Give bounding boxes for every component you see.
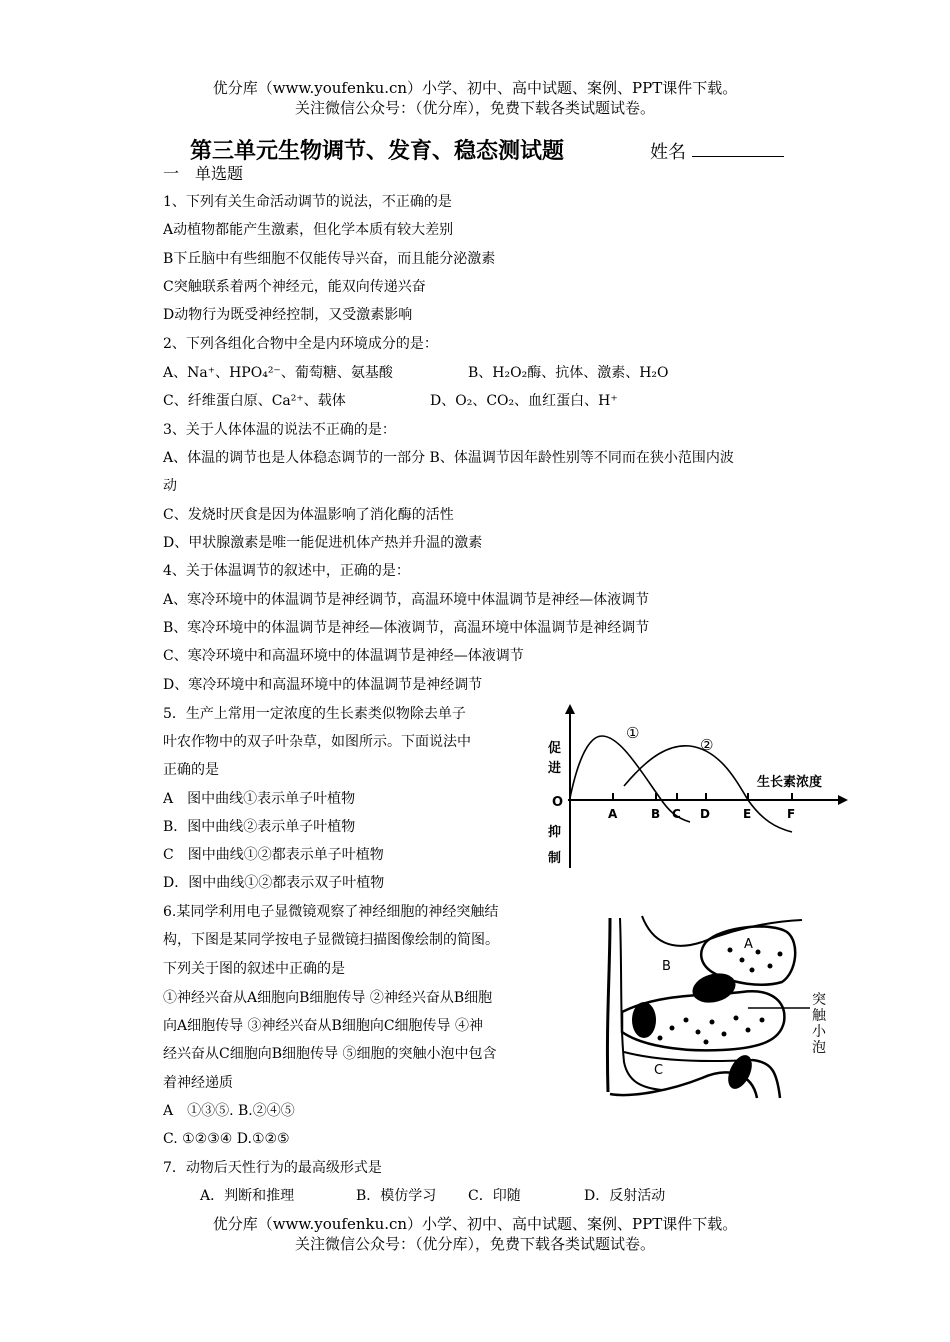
q6-line-5: 向A细胞传导 ③神经兴奋从B细胞向C细胞传导 ④神 xyxy=(163,1018,484,1034)
vesicle xyxy=(684,1018,689,1023)
q5-stem-1: 5．生产上常用一定浓度的生长素类似物除去单子 xyxy=(163,706,466,722)
q1-option-b: B下丘脑中有些细胞不仅能传导兴奋，而且能分泌激素 xyxy=(163,251,496,267)
x-axis-arrow xyxy=(838,795,848,805)
y-axis-arrow xyxy=(565,704,575,714)
vesicle xyxy=(670,1026,675,1031)
origin-label: O xyxy=(552,795,564,810)
point-b-label: B xyxy=(651,807,661,821)
synapse-diagram xyxy=(602,912,842,1102)
q3-option-c: C、发烧时厌食是因为体温影响了消化酶的活性 xyxy=(163,507,454,523)
y-label-inhibit-2: 制 xyxy=(548,851,562,866)
y-label-promote-2: 进 xyxy=(548,761,562,776)
vesicle-a xyxy=(740,958,745,963)
name-blank[interactable] xyxy=(692,156,784,157)
q5-option-b: B．图中曲线②表示单子叶植物 xyxy=(163,819,356,835)
label-cell-b: B xyxy=(662,959,671,974)
mitochondrion-2 xyxy=(689,969,739,1007)
point-c-label: C xyxy=(672,807,681,821)
q6-line-6: 经兴奋从C细胞向B细胞传导 ⑤细胞的突触小泡中包含 xyxy=(163,1046,497,1062)
curve-2-label: ② xyxy=(700,736,714,754)
q3-option-d: D、甲状腺激素是唯一能促进机体产热并升温的激素 xyxy=(163,535,483,551)
vesicle xyxy=(696,1030,701,1035)
cell-b-left-wall xyxy=(607,918,610,1092)
cell-c-top-wall xyxy=(624,1052,752,1061)
q3-option-ab: A、体温的调节也是人体稳态调节的一部分 B、体温调节因年龄性别等不同而在狭小范围内波 xyxy=(163,450,734,466)
q5-option-c: C 图中曲线①②都表示单子叶植物 xyxy=(163,847,384,863)
q7-option-d: D．反射活动 xyxy=(584,1188,666,1204)
q4-option-a: A、寒冷环境中的体温调节是神经调节，高温环境中体温调节是神经—体液调节 xyxy=(163,592,650,608)
auxin-curve-graph xyxy=(540,700,855,875)
header-line-1: 优分库（www.youfenku.cn）小学、初中、高中试题、案例、PPT课件下载。 xyxy=(212,79,738,97)
vesicle xyxy=(722,1032,727,1037)
header-line-2: 关注微信公众号：（优分库），免费下载各类试题试卷。 xyxy=(294,99,655,117)
cell-b-top-wall xyxy=(642,916,802,946)
q2-option-d: D、O₂、CO₂、血红蛋白、H⁺ xyxy=(430,393,618,409)
q3-option-ab-cont: 动 xyxy=(163,478,177,494)
q5-option-d: D．图中曲线①②都表示双子叶植物 xyxy=(163,875,385,891)
q2-option-c: C、纤维蛋白原、Ca²⁺、载体 xyxy=(163,393,346,409)
q5-stem-2: 叶农作物中的双子叶杂草，如图所示。下面说法中 xyxy=(163,734,471,750)
point-f-label: F xyxy=(787,807,796,821)
q4-stem: 4、关于体温调节的叙述中，正确的是： xyxy=(163,563,410,579)
vesicle xyxy=(704,1040,709,1045)
section-heading: 一 单选题 xyxy=(163,164,244,183)
vesicle-a xyxy=(756,950,761,955)
mitochondrion-1 xyxy=(632,1002,656,1038)
q6-line-3: 下列关于图的叙述中正确的是 xyxy=(163,961,345,977)
label-vesicle-4: 泡 xyxy=(812,1040,826,1056)
point-e-label: E xyxy=(743,807,752,821)
q4-option-c: C、寒冷环境中和高温环境中的体温调节是神经—体液调节 xyxy=(163,648,524,664)
q6-line-4: ①神经兴奋从A细胞向B细胞传导 ②神经兴奋从B细胞 xyxy=(163,990,493,1006)
label-cell-a: A xyxy=(744,937,753,952)
label-vesicle-2: 触 xyxy=(812,1008,826,1024)
q1-option-c: C突触联系着两个神经元，能双向传递兴奋 xyxy=(163,279,426,295)
vesicle-a xyxy=(768,964,773,969)
q2-option-b: B、H₂O₂酶、抗体、激素、H₂O xyxy=(468,365,669,381)
q2-stem: 2、下列各组化合物中全是内环境成分的是： xyxy=(163,336,438,352)
vesicle xyxy=(658,1036,663,1041)
q5-stem-3: 正确的是 xyxy=(163,762,219,778)
q3-stem: 3、关于人体体温的说法不正确的是： xyxy=(163,422,396,438)
label-vesicle-1: 突 xyxy=(812,992,826,1008)
x-axis-label: 生长素浓度 xyxy=(757,775,823,790)
footer-line-2: 关注微信公众号：（优分库），免费下载各类试题试卷。 xyxy=(294,1235,655,1253)
vesicle-a xyxy=(750,968,755,973)
q6-line-7: 着神经递质 xyxy=(163,1075,233,1091)
q7-stem: 7．动物后天性行为的最高级形式是 xyxy=(163,1160,382,1176)
q7-option-c: C．印随 xyxy=(468,1188,521,1204)
label-cell-c: C xyxy=(654,1063,664,1078)
vesicle-a xyxy=(778,952,783,957)
q6-line-2: 构，下图是某同学按电子显微镜扫描图像绘制的简图。 xyxy=(163,932,499,948)
page-title: 第三单元生物调节、发育、稳态测试题 xyxy=(190,139,565,164)
q4-option-d: D、寒冷环境中和高温环境中的体温调节是神经调节 xyxy=(163,677,483,693)
q4-option-b: B、寒冷环境中的体温调节是神经—体液调节，高温环境中体温调节是神经调节 xyxy=(163,620,650,636)
vesicle xyxy=(710,1020,715,1025)
vesicle xyxy=(760,1018,765,1023)
point-d-label: D xyxy=(700,807,710,821)
q6-options-2: C. ①②③④ D.①②⑤ xyxy=(163,1131,290,1147)
footer-line-1: 优分库（www.youfenku.cn）小学、初中、高中试题、案例、PPT课件下载。 xyxy=(212,1215,738,1233)
q6-options-1: A ①③⑤. B.②④⑤ xyxy=(163,1103,295,1119)
q1-option-a: A动植物都能产生激素，但化学本质有较大差别 xyxy=(163,222,454,238)
y-label-promote-1: 促 xyxy=(548,741,562,756)
y-label-inhibit-1: 抑 xyxy=(548,825,562,840)
q7-option-a: A．判断和推理 xyxy=(200,1188,295,1204)
q5-option-a: A 图中曲线①表示单子叶植物 xyxy=(163,791,356,807)
point-a-label: A xyxy=(608,807,618,821)
curve-1-label: ① xyxy=(626,724,640,742)
q7-option-b: B．模仿学习 xyxy=(356,1188,437,1204)
name-label: 姓名 xyxy=(650,142,686,163)
q1-stem: 1、下列有关生命活动调节的说法，不正确的是 xyxy=(163,194,452,210)
vesicle xyxy=(734,1016,739,1021)
vesicle-a xyxy=(728,948,733,953)
q1-option-d: D动物行为既受神经控制，又受激素影响 xyxy=(163,307,413,323)
q6-line-1: 6.某同学利用电子显微镜观察了神经细胞的神经突触结 xyxy=(163,904,499,920)
label-vesicle-3: 小 xyxy=(812,1024,826,1040)
vesicle xyxy=(746,1028,751,1033)
q2-option-a: A、Na⁺、HPO₄²⁻、葡萄糖、氨基酸 xyxy=(163,365,393,381)
